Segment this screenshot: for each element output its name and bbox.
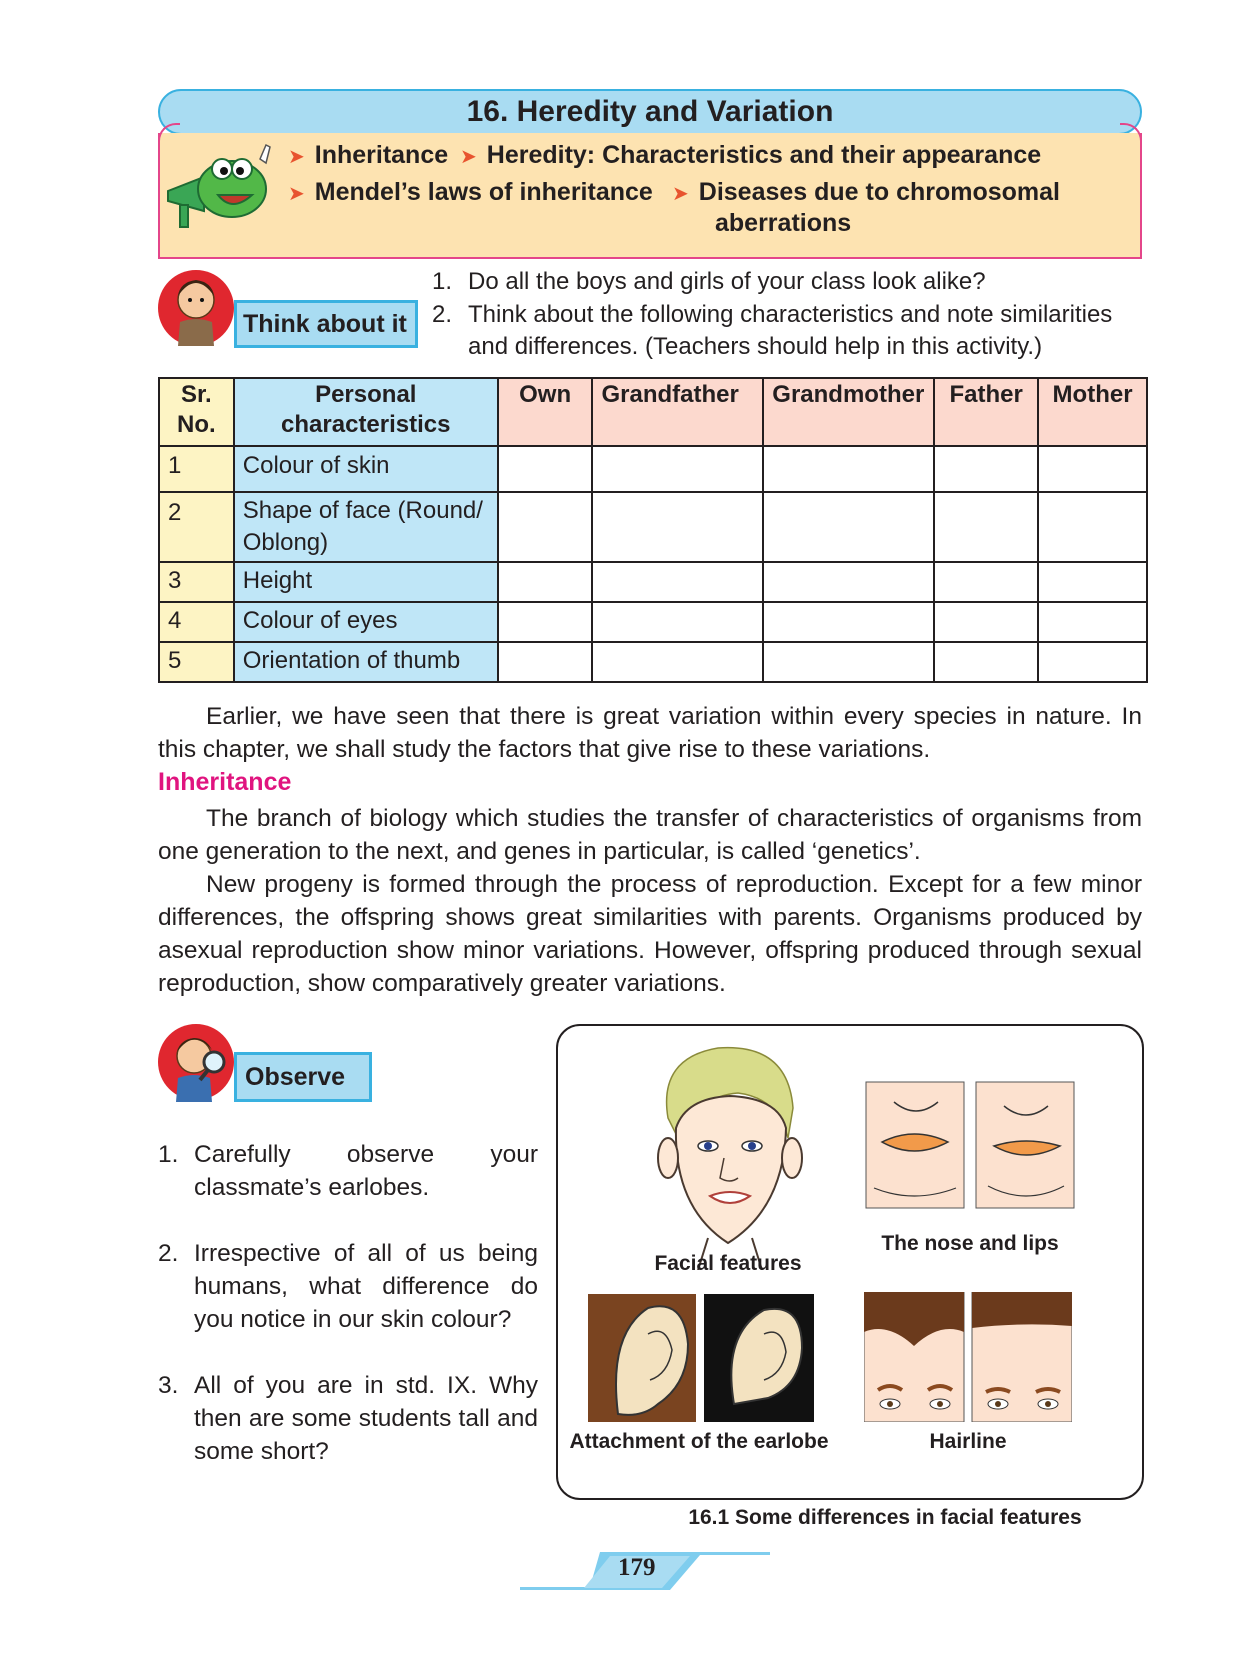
think-about-it-label: Think about it: [234, 300, 418, 348]
arrow-icon: ➤: [288, 183, 305, 205]
topic-diseases-cont: aberrations: [715, 209, 852, 237]
header-sr-no: Sr. No.: [159, 378, 234, 446]
think-question-2-cont: and differences. (Teachers should help in this activity.): [468, 333, 1043, 360]
observe-item-2: 2. Irrespective of all of us being humans, what difference do you notice in our skin colour?: [158, 1240, 538, 1333]
table-row: 4 Colour of eyes: [159, 602, 1147, 642]
page-number: 179: [618, 1554, 656, 1581]
label-earlobe: Attachment of the earlobe: [569, 1430, 829, 1453]
think-question-1: 1. Do all the boys and girls of your class look alike?: [432, 268, 986, 295]
inheritance-heading: Inheritance: [158, 768, 292, 796]
chapter-title: 16. Heredity and Variation: [158, 89, 1142, 135]
header-father: Father: [934, 378, 1038, 446]
table-row: 5 Orientation of thumb: [159, 642, 1147, 682]
intro-paragraph: Earlier, we have seen that there is great variation within every species in nature. In this chapter, we shall study the factors that give rise to these variations.: [158, 703, 1142, 763]
observe-item-1: 1. Carefully observe your classmate’s earlobes.: [158, 1141, 538, 1201]
header-mother: Mother: [1038, 378, 1147, 446]
table-row: 1 Colour of skin: [159, 446, 1147, 492]
label-hairline: Hairline: [929, 1430, 1007, 1453]
observe-label: Observe: [234, 1052, 372, 1102]
header-own: Own: [498, 378, 593, 446]
header-personal-characteristics: Personal characteristics: [234, 378, 498, 446]
table-row: 3 Height: [159, 562, 1147, 602]
arrow-icon: ➤: [672, 183, 689, 205]
observing-boy-icon: [156, 1018, 240, 1106]
table-row: 2 Shape of face (Round/ Oblong): [159, 492, 1147, 562]
header-grandmother: Grandmother: [763, 378, 934, 446]
topic-diseases: ➤ Diseases due to chromosomal: [672, 178, 1060, 206]
header-grandfather: Grandfather: [592, 378, 763, 446]
label-facial-features: Facial features: [654, 1252, 802, 1275]
observe-item-3: 3. All of you are in std. IX. Why then are some students tall and some short?: [158, 1372, 538, 1465]
arrow-icon: ➤: [288, 146, 305, 168]
figure-caption: 16.1 Some differences in facial features: [688, 1506, 1082, 1529]
topic-inheritance: ➤ Inheritance: [288, 141, 449, 169]
topic-heredity: ➤ Heredity: Characteristics and their appearance: [460, 141, 1042, 169]
earlobe-illustration: [588, 1294, 814, 1422]
nose-lips-illustration: [864, 1080, 1076, 1210]
mascot-megaphone-icon: [160, 139, 278, 231]
topics-box: [158, 133, 1142, 259]
face-illustration: [638, 1038, 818, 1270]
characteristics-table: [158, 377, 1148, 683]
genetics-paragraph: The branch of biology which studies the transfer of characteristics of organisms from one generation to the next, and genes in particular, is called ‘genetics’.: [158, 805, 1142, 865]
thinking-girl-icon: [156, 262, 240, 354]
figure-frame: [556, 1024, 1144, 1500]
think-question-2: 2. Think about the following characteristics and note similarities: [432, 301, 1113, 328]
arrow-icon: ➤: [460, 146, 477, 168]
topic-mendel: ➤ Mendel’s laws of inheritance: [288, 178, 653, 206]
label-nose-lips: The nose and lips: [881, 1232, 1059, 1255]
hairline-illustration: [864, 1292, 1072, 1422]
progeny-paragraph: New progeny is formed through the process of reproduction. Except for a few minor differences, the offspring shows great similarities with parents. Organisms produced by asexual reproduction show minor variations. However, offspring produced through sexual reproduction, show comparatively greater variations.: [158, 871, 1142, 997]
